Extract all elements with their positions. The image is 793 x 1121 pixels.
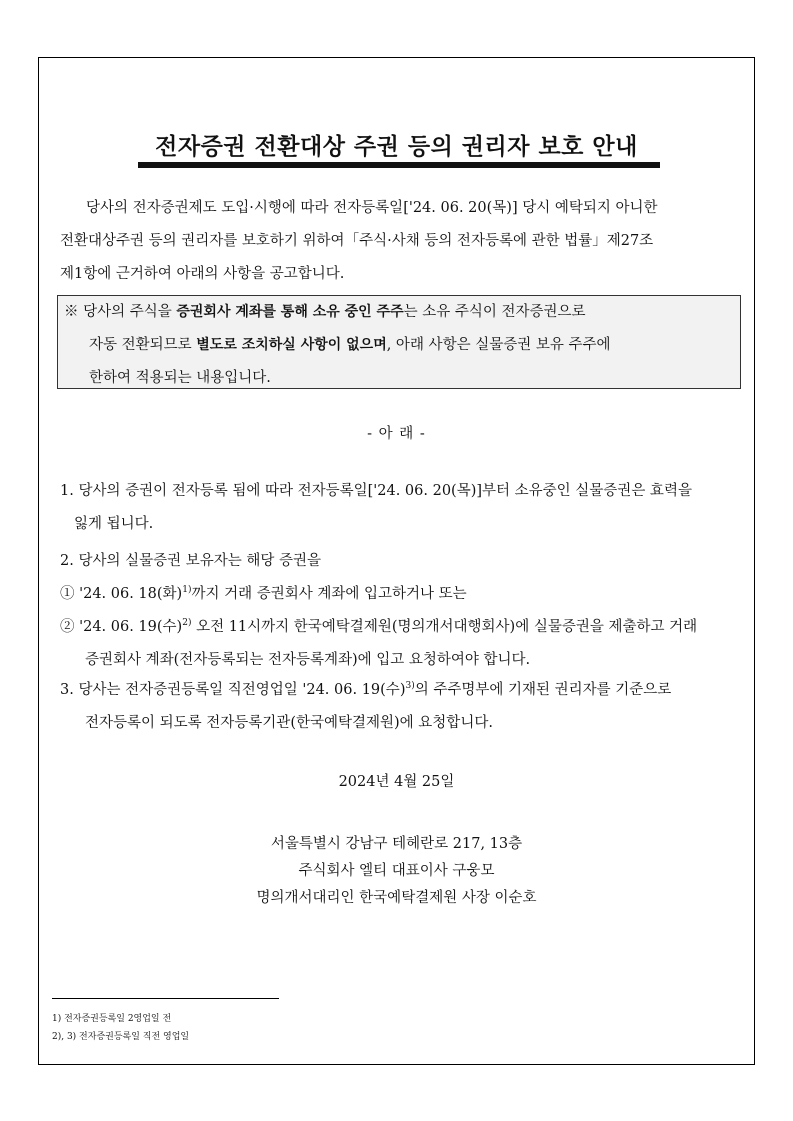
footnote: 2), 3) 전자증권등록일 직전 영업일: [52, 1032, 190, 1042]
list-item: 1. 당사의 증권이 전자등록 됨에 따라 전자등록일['24. 06. 20(목)]부터 소유중인 실물증권은 효력을 잃게 됩니다.: [60, 483, 692, 532]
list-item: 3. 당사는 전자증권등록일 직전영업일 '24. 06. 19(수)$^{3)}$의 주주명부에 기재된 권리자를 기준으로 전자등록이 되도록 전자등록기관(한국예탁결제원)에 요청합니다.: [60, 681, 672, 731]
notice-emphasis: 별도로 조치하실 사항이 없으며: [196, 337, 387, 353]
footnote-ref: 1): [182, 585, 192, 596]
reference-mark: ※: [64, 304, 79, 320]
footnote-ref: 3): [405, 681, 415, 692]
transfer-agent: 명의개서대리인 한국예탁결제원 사장 이순호: [256, 890, 537, 906]
sub-item: ② '24. 06. 19(수)$^{2)}$ 오전 11시까지 한국예탁결제원(명의개서대행회사)에 실물증권을 제출하고 거래: [60, 618, 698, 635]
intro-paragraph: [60, 192, 738, 291]
section-heading: - 아 래 -: [367, 426, 426, 442]
footnote-divider: [52, 998, 279, 999]
notice-line: 자동 전환되므로 별도로 조치하실 사항이 없으며, 아래 사항은 실물증권 보유 주주에: [89, 337, 611, 353]
footnote: 1) 전자증권등록일 2영업일 전: [52, 1014, 172, 1024]
notice-date: 2024년 4월 25일: [338, 774, 455, 790]
intro-line: 당사의 전자증권제도 도입·시행에 따라 전자등록일['24. 06. 20(목)] 당시 예탁되지 아니한: [86, 200, 658, 216]
sub-item: ① '24. 06. 18(화)$^{1)}$까지 거래 증권회사 계좌에 입고하거나 또는: [60, 585, 467, 602]
footnote-ref: 2): [182, 618, 192, 629]
notice-line: 한하여 적용되는 내용입니다.: [89, 370, 271, 386]
notice-emphasis: 증권회사 계좌를 통해 소유 중인 주주: [176, 304, 404, 320]
intro-line: 전환대상주권 등의 권리자를 보호하기 위하여「주식·사채 등의 전자등록에 관한 법률」제27조: [60, 233, 654, 249]
notice-line: ※ 당사의 주식을 증권회사 계좌를 통해 소유 중인 주주는 소유 주식이 전자증권으로: [64, 304, 586, 320]
list-item: 2. 당사의 실물증권 보유자는 해당 증권을 ① '24. 06. 18(화)$^{1)}$까지 거래 증권회사 계좌에 입고하거나 또는 ② '24. 06. 19(수)$^{2)}$ 오전 11시까지 한국예탁결제원(명의개서대행회사)에 실물증권을 제출하고 거래 증권회사 계좌(전자등록되는 전자등록계좌)에 입고 요청하여야 합니다.: [60, 545, 738, 677]
notice-text: [64, 296, 734, 395]
intro-line: 제1항에 근거하여 아래의 사항을 공고합니다.: [60, 266, 345, 282]
page-title: 전자증권 전환대상 주권 등의 권리자 보호 안내: [155, 134, 638, 160]
company-address: 서울특별시 강남구 테헤란로 217, 13층: [270, 836, 523, 852]
notice-box: [57, 295, 741, 389]
company-representative: 주식회사 엘티 대표이사 구웅모: [298, 863, 495, 879]
title-underline: [138, 162, 660, 168]
